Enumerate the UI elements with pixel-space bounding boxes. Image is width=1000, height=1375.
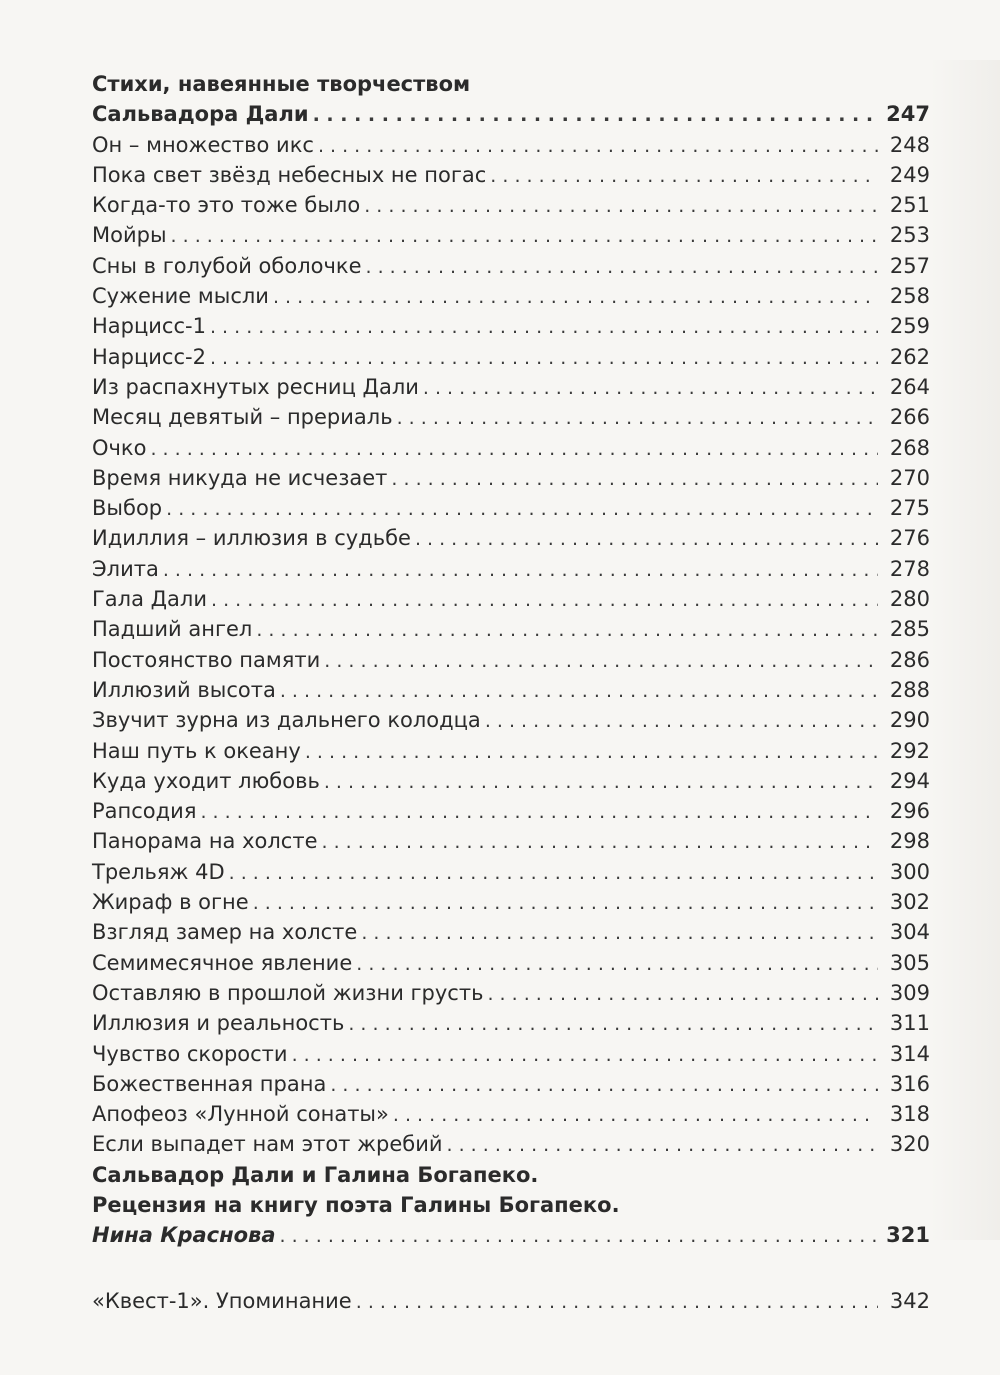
toc-page-number: 318 [889,1102,930,1127]
toc-entry-title: Падший ангел [92,617,253,642]
toc-entry [92,887,930,917]
toc-page-number: 249 [889,162,930,187]
toc-page-number: 288 [889,677,930,702]
toc-entry-title: Очко [92,435,147,460]
toc-entry-title: Мойры [92,223,167,248]
toc-entries-list [92,130,930,1160]
dot-leader [490,161,878,191]
dot-leader [487,979,878,1009]
toc-page-number: 316 [889,1071,930,1096]
toc-final-entry [92,1286,930,1316]
toc-entry-title: Выбор [92,496,163,521]
dot-leader [361,918,878,948]
toc-entry-title: Оставляю в прошлой жизни грусть [92,980,484,1005]
toc-page-number: 280 [889,587,930,612]
toc-entry-title: Сужение мысли [92,284,269,309]
toc-page-number: 257 [889,253,930,278]
toc-page-number: 294 [889,768,930,793]
toc-page-number: 278 [889,556,930,581]
dot-leader [280,676,878,706]
toc-entry-title: Постоянство памяти [92,647,321,672]
toc-page-number: 276 [889,526,930,551]
toc-section-heading-line1: Стихи, навеянные творчеством [92,72,471,96]
toc-page-number: 285 [889,617,930,642]
toc-entry [92,826,930,856]
toc-page-number: 290 [889,708,930,733]
dot-leader [253,888,878,918]
toc-page-number: 311 [889,1011,930,1036]
toc-review-line1: Сальвадор Дали и Галина Богапеко. [92,1162,539,1187]
toc-entry-title: Из распахнутых ресниц Дали [92,374,419,399]
dot-leader [163,555,878,585]
toc-final-title: «Квест-1». Упоминание [92,1288,352,1313]
toc-section-heading [92,69,930,99]
dot-leader [393,1100,878,1130]
toc-entry [92,1069,930,1099]
toc-entry [92,220,930,250]
toc-page-number: 248 [889,132,930,157]
dot-leader [166,494,878,524]
dot-leader [229,858,878,888]
toc-entry [92,705,930,735]
toc-entry [92,160,930,190]
toc-page-number: 264 [889,374,930,399]
dot-leader [415,524,878,554]
toc-entry-title: Когда-то это тоже было [92,193,361,218]
toc-section-heading-line2: Сальвадора Дали [92,102,309,127]
toc-entry-title: Сны в голубой оболочке [92,253,362,278]
toc-entry-title: Чувство скорости [92,1041,288,1066]
toc-entry [92,433,930,463]
toc-page-number: 342 [889,1288,930,1313]
dot-leader [356,949,878,979]
dot-leader [423,373,878,403]
dot-leader [485,706,878,736]
toc-entry-title: Элита [92,556,159,581]
toc-entry-title: Иллюзия и реальность [92,1011,345,1036]
toc-entry [92,584,930,614]
toc-entry-title: Божественная прана [92,1071,327,1096]
toc-entry-title: Время никуда не исчезает [92,465,388,490]
toc-entry-title: Нарцисс-1 [92,314,206,339]
dot-leader [305,737,878,767]
toc-entry-title: Если выпадет нам этот жребий [92,1132,443,1157]
toc-entry [92,554,930,584]
toc-review-line2-row [92,1190,930,1220]
toc-entry [92,796,930,826]
toc-entry [92,190,930,220]
toc-entry [92,342,930,372]
toc-page-number: 258 [889,284,930,309]
toc-entry-title: Панорама на холсте [92,829,318,854]
toc-entry-title: Наш путь к океану [92,738,301,763]
table-of-contents [92,69,930,1316]
toc-entry [92,736,930,766]
toc-page-number: 304 [889,920,930,945]
toc-section-heading-entry [92,99,930,129]
toc-entry [92,978,930,1008]
toc-entry [92,1129,930,1159]
toc-entry [92,917,930,947]
dot-leader [364,191,878,221]
toc-page-number: 251 [889,193,930,218]
dot-leader [330,1070,878,1100]
toc-entry-title: Он – множество икс [92,132,314,157]
toc-entry [92,1099,930,1129]
toc-entry [92,493,930,523]
dot-leader [324,767,878,797]
toc-page-number: 268 [889,435,930,460]
toc-entry-title: Куда уходит любовь [92,768,320,793]
toc-page-number: 314 [889,1041,930,1066]
toc-page-number: 275 [889,496,930,521]
toc-entry [92,130,930,160]
dot-leader [273,282,878,312]
toc-page-number: 298 [889,829,930,854]
toc-entry [92,857,930,887]
toc-entry [92,311,930,341]
toc-entry [92,372,930,402]
toc-entry [92,766,930,796]
toc-entry [92,675,930,705]
toc-entry-title: Иллюзий высота [92,677,276,702]
toc-entry-title: Нарцисс-2 [92,344,206,369]
toc-entry [92,251,930,281]
toc-page-number: 247 [886,102,930,127]
dot-leader [280,1221,879,1251]
toc-review-author-row [92,1220,930,1250]
dot-leader [318,131,878,161]
dot-leader [292,1040,878,1070]
dot-leader [210,312,878,342]
toc-page-number: 302 [889,890,930,915]
toc-page-number: 292 [889,738,930,763]
dot-leader [211,585,878,615]
toc-entry-title: Рапсодия [92,799,197,824]
dot-leader [200,797,878,827]
toc-entry [92,645,930,675]
toc-entry-title: Гала Дали [92,587,207,612]
dot-leader [391,464,878,494]
toc-page-number: 300 [889,859,930,884]
toc-review-line1-row [92,1160,930,1190]
toc-entry-title: Звучит зурна из дальнего колодца [92,708,481,733]
dot-leader [397,403,878,433]
dot-leader [348,1009,878,1039]
page-bleed-through [930,60,1000,1240]
toc-entry [92,1008,930,1038]
dot-leader [150,434,878,464]
toc-entry-title: Апофеоз «Лунной сонаты» [92,1102,389,1127]
toc-entry-title: Семимесячное явление [92,950,353,975]
toc-page-number: 305 [889,950,930,975]
toc-entry-title: Взгляд замер на холсте [92,920,358,945]
toc-page-number: 309 [889,980,930,1005]
toc-page-number: 270 [889,465,930,490]
toc-page-number: 320 [889,1132,930,1157]
toc-page-number: 259 [889,314,930,339]
toc-entry [92,1039,930,1069]
toc-entry [92,948,930,978]
toc-page-number: 296 [889,799,930,824]
dot-leader [322,827,879,857]
toc-page-number: 286 [889,647,930,672]
spacer [92,1251,930,1286]
toc-entry-title: Жираф в огне [92,890,249,915]
dot-leader [447,1130,878,1160]
toc-review-author: Нина Краснова [92,1223,276,1248]
toc-entry [92,281,930,311]
toc-page-number: 262 [889,344,930,369]
toc-entry-title: Месяц девятый – прериаль [92,405,393,430]
toc-entry-title: Пока свет звёзд небесных не погас [92,162,487,187]
dot-leader [313,100,878,130]
dot-leader [356,1287,878,1317]
toc-entry-title: Трельяж 4D [92,859,225,884]
toc-review-line2: Рецензия на книгу поэта Галины Богапеко. [92,1192,620,1217]
dot-leader [210,343,878,373]
dot-leader [171,221,878,251]
toc-entry [92,463,930,493]
toc-entry [92,523,930,553]
dot-leader [324,646,878,676]
toc-page-number: 266 [889,405,930,430]
toc-entry-title: Идиллия – иллюзия в судьбе [92,526,411,551]
dot-leader [365,252,878,282]
toc-page-number: 321 [886,1223,930,1248]
toc-entry [92,402,930,432]
toc-entry [92,614,930,644]
toc-page-number: 253 [889,223,930,248]
dot-leader [256,615,878,645]
